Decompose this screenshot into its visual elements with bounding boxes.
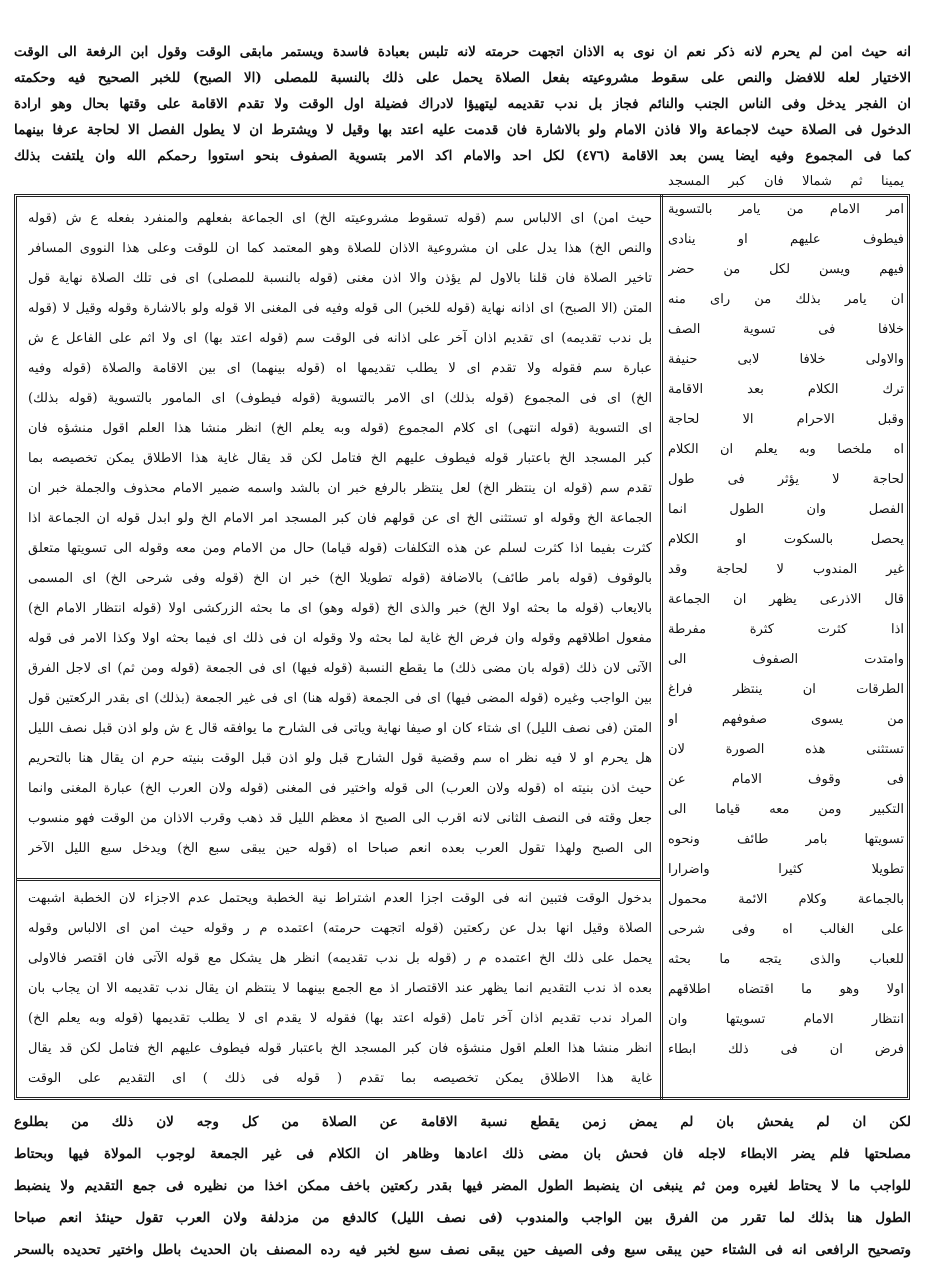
side-line: يحصل بالسكوت او الكلام [668, 532, 904, 547]
side-line: يمينا ثم شمالا فان كبر المسجد [668, 174, 904, 189]
section-divider [17, 878, 660, 881]
bottom-line: وتصحيح الرافعى انه فى الشتاء حين يبقى سبع وفى الصيف حين يبقى نصف سبع لخبر فيه رده المصنف بان الحديث باطل واختير تحديده بالسحر [14, 1242, 911, 1258]
commentary-line: الخ) اى فى المجموع (قوله بذلك) اى الامر بالتسوية (قوله فيطوف) اى المامور بالتسوية (قوله بذلك) [28, 391, 652, 406]
commentary-line: بين الواجب وغيره (قوله المضى فيها) اى فى الجمعة (قوله هنا) اى فى غير الجمعة (بذلك) اى بقدر الركعتين قول [28, 691, 652, 706]
column-divider [660, 194, 663, 1100]
side-line: غير المندوب لا لحاجة وقد [668, 562, 904, 577]
side-line: خلافا فى تسوية الصف [668, 322, 904, 337]
side-line: تستثنى هذه الصورة لان [668, 742, 904, 757]
commentary-line: الآتى لان ذلك (قوله بان مضى ذلك) ما يقطع النسبة (قوله فيها) اى فى الجمعة (قوله ومن ثم) اى لاجل الفرق [28, 661, 652, 676]
commentary-line: مفعول اطلاقهم وقوله وان فرض الخ غاية لما بحثه ولا وقوله ان فى ذلك اى فيما بحثه اولا وكذا الامر فى قوله [28, 631, 652, 646]
commentary-line: حيث امن) اى الالباس سم (قوله تسقوط مشروعيته الخ) اى الجماعة بفعلهم والمنفرد بفعله ع ش (قوله [28, 211, 652, 226]
commentary-line: عبارة سم فقوله ولا تقدم اى لا يطلب تقديمها اه (قوله بينهما) اى بين الاقامة والصلاة (قوله وفيه [28, 361, 652, 376]
commentary-line: بالايعاب (قوله ما بحثه اولا الخ) خبر والذى الخ (قوله وهو) اى ما بحثه الزركشى اولا (قوله انتظار الامام الخ) [28, 601, 652, 616]
side-line: قال الاذرعى يظهر ان الجماعة [668, 592, 904, 607]
side-line: لحاجة لا يؤثر فى طول [668, 472, 904, 487]
side-line: تطويلا كثيرا واضرارا [668, 862, 904, 877]
secondary-line: بعده اذ ندب التقديم انما يظهر عند الاقتصار اذ مع الجمع بينهما لا ينتظم ان يقال ندب تقديمه الا ان يجاب بان [28, 981, 652, 996]
side-line: امر الامام من يامر بالتسوية [668, 202, 904, 217]
secondary-line: يحمل على ذلك الخ اعتمده م ر (قوله بل ندب تقديمه) انظر هل يشكل مع قوله الآتى فان اقتصر فالاولى [28, 951, 652, 966]
bottom-line: للواجب ما لا يحتاط لغيره ومن ثم ينبغى ان ينضبط الطول المضر فيها بقدر ركعتين باخف ممكن اخذا من نظيره فى جمع التقديم ولا ينضبط [14, 1178, 911, 1194]
commentary-line: المتن (فى نصف الليل) اى شتاء كان او صيفا نهاية وياتى فى الشارح ما يوافقه قال ع ش ولو اذن قبل نصف الليل [28, 721, 652, 736]
commentary-line: هل يحرم او لا فيه نظر اه سم وقضية قول الشارح قبل ولو اذن قبل الوقت بنيته حرم ان يقال هنا بالتحريم [28, 751, 652, 766]
side-line: تسويتها بامر طائف ونحوه [668, 832, 904, 847]
side-line: ان يامر بذلك من راى منه [668, 292, 904, 307]
side-line: التكبير ومن معه قياما الى [668, 802, 904, 817]
side-line: على الغالب اه وفى شرحى [668, 922, 904, 937]
side-line: اذا كثرت كثرة مفرطة [668, 622, 904, 637]
side-line: وقبل الاحرام الا لحاجة [668, 412, 904, 427]
commentary-line: تقدم سم (قوله ان ينتظر الخ) لعل ينتظر بالرفع خبر ان بالشد واسمه ضمير الامام محذوف والجملة خبر ان [28, 481, 652, 496]
commentary-line: بالوقوف (قوله بامر طائف) بالاضافة (قوله تطويلا الخ) خبر ان الخ (قوله وفى شرحى الخ) اى المسمى [28, 571, 652, 586]
side-line: فيهم ويسن لكل من حضر [668, 262, 904, 277]
top-line-5: كما فى المجموع وفيه ايضا يسن بعد الاقامة (٤٧٦) لكل احد والامام اكد الامر بتسوية الصفوف بنحو استووا رحمكم الله وان يلتفت بذلك [14, 148, 911, 164]
secondary-line: انظر منشا هذا العلم اقول منشؤه فان كبر المسجد الخ باعتبار قوله فيطوف عليهم الخ فتامل لكن قد يقال [28, 1041, 652, 1056]
commentary-line: المتن (الا الصبح) اى اذانه نهاية (قوله للخبر) الى قوله وفيه فى المغنى الا قوله ولو بالاشارة وقوله وقيل لا (قوله [28, 301, 652, 316]
side-line: بالجماعة وكلام الائمة محمول [668, 892, 904, 907]
commentary-line: بل ندب تقديمه) اى تقديم اذان آخر على اذانه فى الوقت سم (قوله اعتد بها) اى ولا اثم على الفاعل ع ش [28, 331, 652, 346]
side-line: فرض ان فى ذلك ابطاء [668, 1042, 904, 1057]
commentary-line: كبر المسجد الخ باعتبار قوله فيطوف عليهم الخ فتامل لكن قد يقال غاية هذا الاطلاق يمكن تخصيصه بما [28, 451, 652, 466]
secondary-line: المراد ندب تقديم اذان آخر تامل (قوله اعتد بها) فقوله لا يقدم اى لا يطلب تقديمها (قوله وبه يعلم الخ) [28, 1011, 652, 1026]
commentary-line: كثرت بفيما اذا كثرت لسلم عن هذه التكلفات (قوله قياما) حال من الامام ومن معه وقوله الى تسويتها متعلق [28, 541, 652, 556]
top-line-4: الدخول فى الصلاة حيث لاجماعة والا فاذن الامام ولو بالاشارة فان قدمت عليه اعتد بها وقيل لا ويشترط ان لا يطول الفصل الا لحاجة عرفا بينهما [14, 122, 911, 138]
side-line: فيطوف عليهم او ينادى [668, 232, 904, 247]
side-line: والاولى خلافا لابى حنيفة [668, 352, 904, 367]
bottom-line: الطول هنا بذلك لما تقرر من الفرق بين الواجب والمندوب (فى نصف الليل) كالدفع من مزدلفة ولان العرب تقول حينئذ انعم صباحا [14, 1210, 911, 1226]
commentary-line: الجماعة الخ وقوله او تستثنى الخ اى عن قولهم فان كبر المسجد امر الامام الخ ولو ابدل قوله ان الجماعة اذا [28, 511, 652, 526]
side-line: ترك الكلام بعد الاقامة [668, 382, 904, 397]
commentary-line: جعل وقته فى النصف الثانى لانه اقرب الى الصبح اذ معظم الليل قد ذهب وقرب الاذان من الوقت فهو منسوب [28, 811, 652, 826]
side-line: اه ملخصا وبه يعلم ان الكلام [668, 442, 904, 457]
secondary-line: الصلاة وقيل انها بدل عن ركعتين (قوله اتجهت حرمته) اعتمده م ر وقوله حيث امن اى الالباس وقوله [28, 921, 652, 936]
secondary-line: بدخول الوقت فتبين انه فى الوقت اجزا العدم اشتراط نية الخطبة ويحتمل عدم الاجزاء لان الخطبة اشبهت [28, 891, 652, 906]
top-line-2: الاختيار لعله للافضل والنص على سقوط مشروعيته بفعل الصلاة يحمل على ذلك بالنسبة للمصلى (الا الصبح) للخبر الصحيح فيه وحكمته [14, 70, 911, 86]
side-line: للعباب والذى يتجه ما بحثه [668, 952, 904, 967]
side-line: اولا وهو ما اقتضاه اطلاقهم [668, 982, 904, 997]
commentary-line: والنص الخ) هذا يدل على ان مشروعية الاذان للصلاة وهو المعتمد كما ان للوقت وعلى هذا النووى المسافر [28, 241, 652, 256]
bottom-line: مصلحتها فلم يضر الابطاء لاجله فان فحش بان مضى ذلك اعادها وظاهر ان الكلام فى غير الجمعة لوجوب المولاة فيها وبحتاط [14, 1146, 911, 1162]
secondary-line: غاية هذا الاطلاق يمكن تخصيصه بما تقدم ( قوله فى ذلك ) اى التقديم على الوقت [28, 1071, 652, 1086]
commentary-line: تاخير الصلاة فان قلنا بالاول لم يؤذن والا اذن مغنى (قوله بالنسبة للمصلى) اى فى تلك الصلاة نهاية قول [28, 271, 652, 286]
commentary-line: الى الصبح ولهذا تقول العرب بعده انعم صباحا اه (قوله حين يبقى سبع الخ) ويدخل سبع الليل الآخر [28, 841, 652, 856]
top-line-1: انه حيث امن لم يحرم لانه ذكر نعم ان نوى به الاذان اتجهت حرمته لانه تلبس بعبادة فاسدة ويستمر مابقى الوقت وقول ابن الرفعة الى الوقت [14, 44, 911, 60]
commentary-line: اى التسوية (قوله انتهى) اى كلام المجموع (قوله وبه يعلم الخ) انظر منشا هذا العلم اقول منشؤه فان [28, 421, 652, 436]
side-line: الفصل وان الطول انما [668, 502, 904, 517]
side-line: فى وقوف الامام عن [668, 772, 904, 787]
top-line-3: ان الفجر يدخل وفى الناس الجنب والنائم فجاز بل ندب تقديمه ليتهيؤا لادراك فضيلة اول الوقت ولا تقدم الاقامة على وقتها بحال وهو ارادة [14, 96, 911, 112]
side-line: من يسوى صفوفهم او [668, 712, 904, 727]
side-line: وامتدت الصفوف الى [668, 652, 904, 667]
side-line: الطرقات ان ينتظر فراغ [668, 682, 904, 697]
commentary-line: حيث اذن بنيته اه (قوله ولان العرب) الى قوله واختير فى المغنى (قوله ولان العرب الخ) عبارة المغنى وانما [28, 781, 652, 796]
bottom-line: لكن ان لم يفحش بان لم يمض زمن يقطع نسبة الاقامة عن الصلاة من كل وجه لان ذلك من بطلوع [14, 1114, 911, 1130]
side-line: انتظار الامام تسويتها وان [668, 1012, 904, 1027]
